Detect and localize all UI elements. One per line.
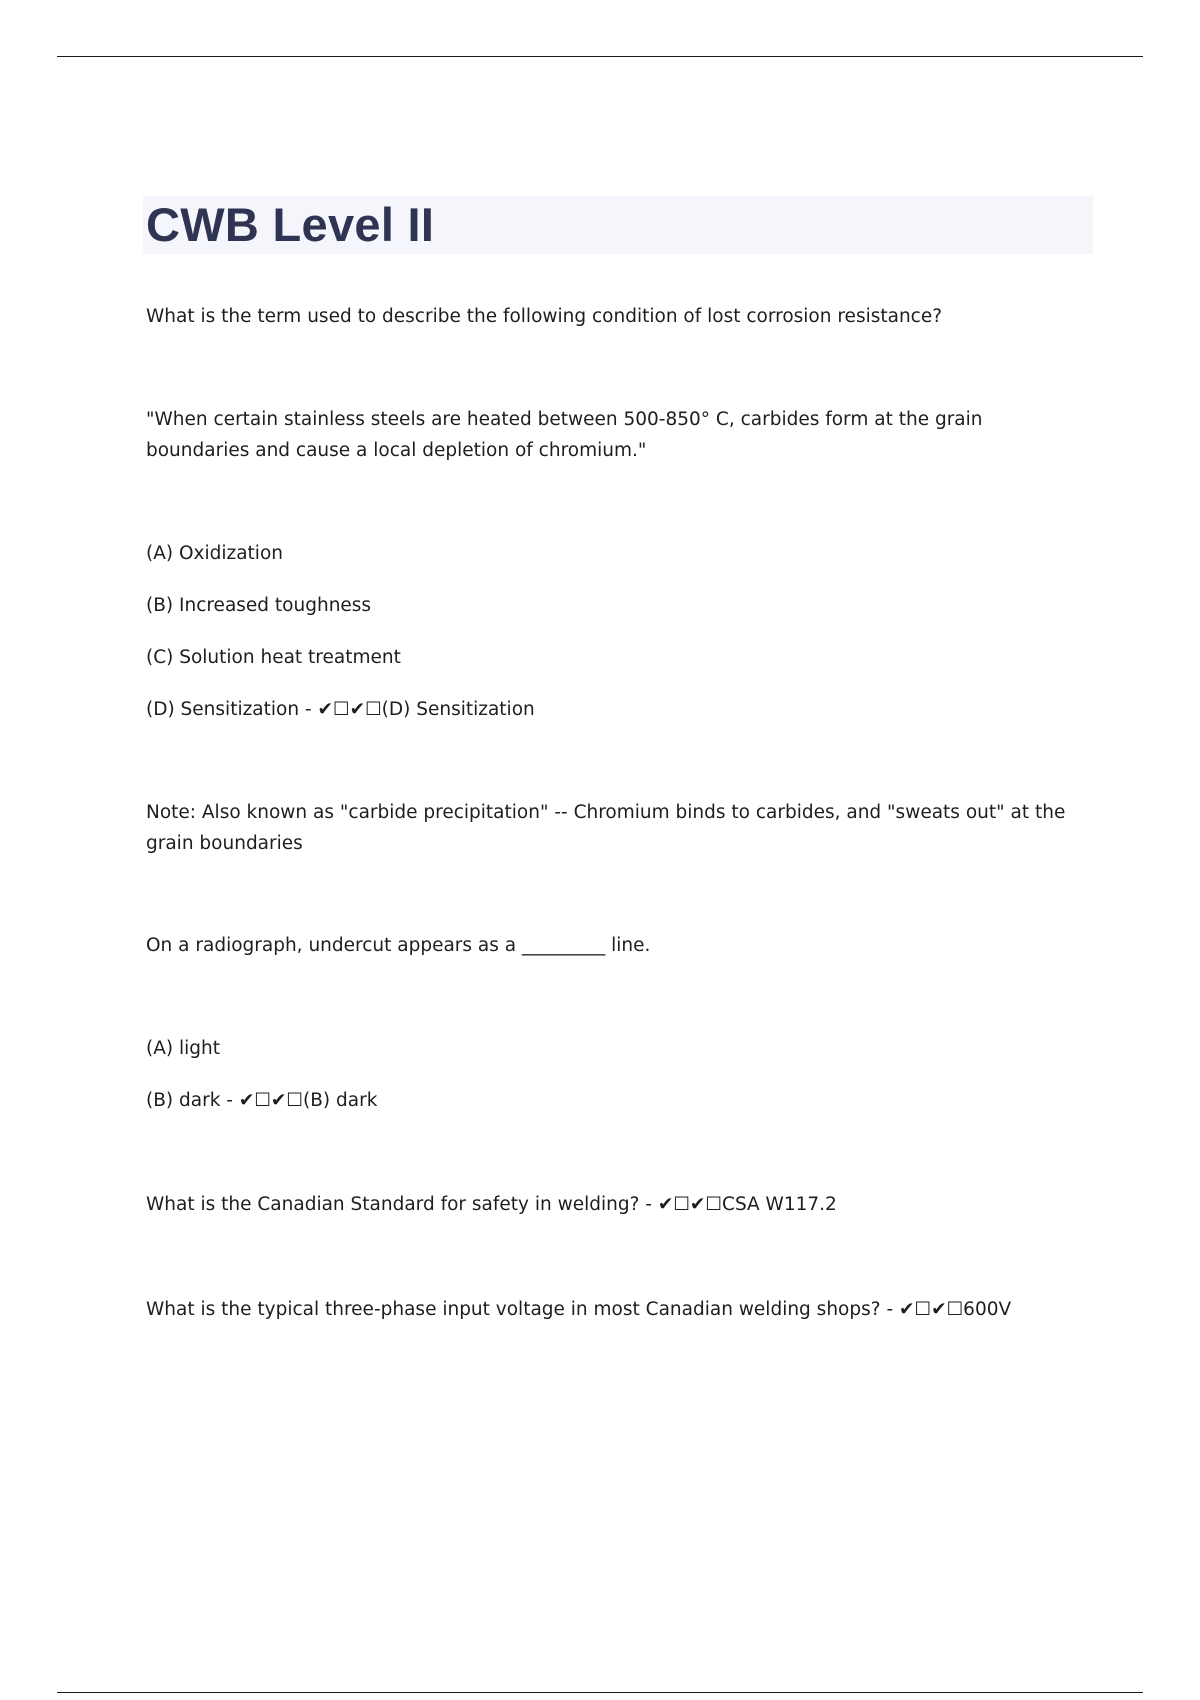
question-1-text: What is the term used to describe the following condition of lost corrosion resistance? [146,306,943,327]
question-2-text: On a radiograph, undercut appears as a _________ line. [146,935,651,956]
question-1-option-b: (B) Increased toughness [146,595,372,616]
bottom-rule [57,1692,1143,1693]
question-2-option-a: (A) light [146,1038,220,1059]
page-title: CWB Level II [146,198,435,251]
question-1-option-d-answer: (D) Sensitization - ✔☐✔☐(D) Sensitization [146,699,535,720]
question-4-text-answer: What is the typical three-phase input voltage in most Canadian welding shops? - ✔☐✔☐600V [146,1299,1012,1320]
question-1-option-a: (A) Oxidization [146,543,283,564]
question-1-quote: "When certain stainless steels are heated between 500-850° C, carbides form at the grain boundaries and cause a local depletion of chromium." [146,409,983,461]
question-1-option-c: (C) Solution heat treatment [146,647,401,668]
question-3-text-answer: What is the Canadian Standard for safety in welding? - ✔☐✔☐CSA W117.2 [146,1194,837,1215]
top-rule [57,56,1143,57]
question-1-note: Note: Also known as "carbide precipitation" -- Chromium binds to carbides, and "sweats out" at the grain boundaries [146,802,1066,854]
question-2-option-b-answer: (B) dark - ✔☐✔☐(B) dark [146,1090,378,1111]
